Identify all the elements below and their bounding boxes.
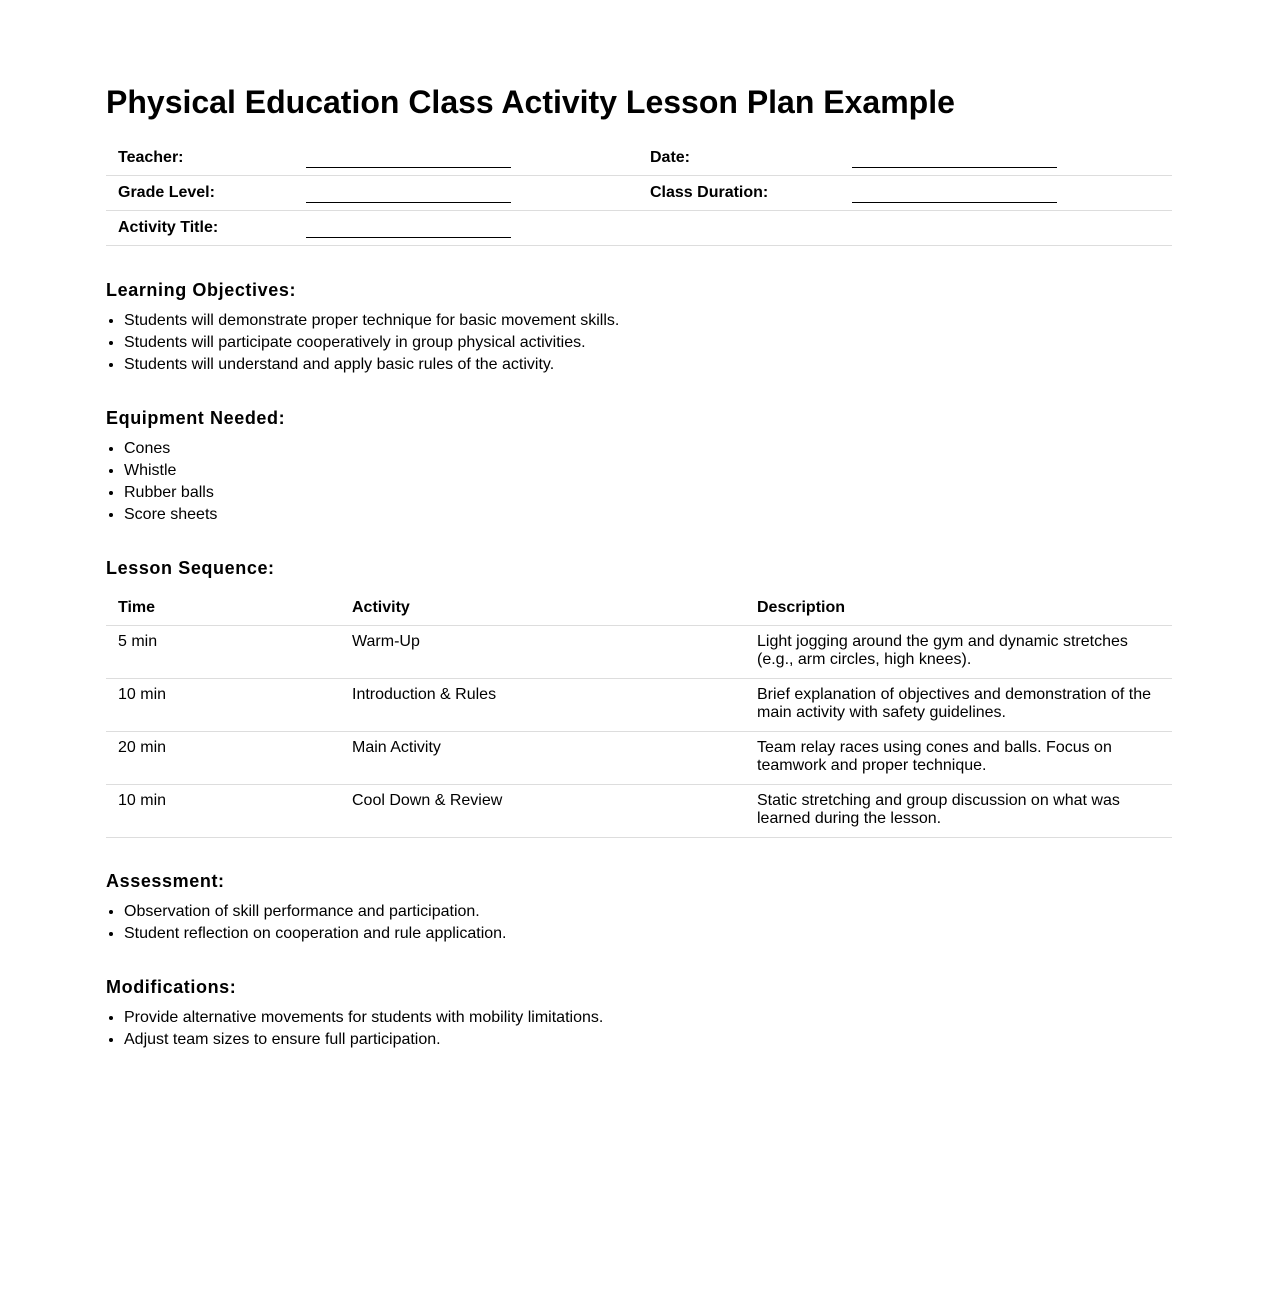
- info-row: [106, 141, 1172, 176]
- class-duration-label: Class Duration:: [638, 176, 847, 211]
- time-cell: 10 min: [106, 679, 340, 732]
- lesson-sequence-heading: Lesson Sequence:: [106, 558, 275, 578]
- activity-cell: Cool Down & Review: [340, 785, 745, 838]
- list-item: • Adjust team sizes to ensure full participation.: [124, 1029, 603, 1051]
- activity-cell: Main Activity: [340, 732, 745, 785]
- modifications-list: [106, 1007, 603, 1051]
- lesson-sequence-table: [106, 590, 1172, 838]
- table-row: [106, 679, 1172, 732]
- teacher-field[interactable]: [306, 152, 511, 168]
- assessment-list: [106, 901, 506, 945]
- assessment-heading: Assessment:: [106, 871, 225, 891]
- time-cell: 10 min: [106, 785, 340, 838]
- class-duration-field[interactable]: [852, 187, 1057, 203]
- info-row: [106, 211, 1172, 246]
- activity-cell: Warm-Up: [340, 626, 745, 679]
- list-item: • Students will understand and apply basic rules of the activity.: [124, 354, 619, 376]
- grade-level-label: Grade Level:: [106, 176, 301, 211]
- date-field[interactable]: [852, 152, 1057, 168]
- list-item: • Cones: [124, 438, 217, 460]
- equipment-heading: Equipment Needed:: [106, 408, 286, 428]
- info-row: [106, 176, 1172, 211]
- column-header-description: Description: [745, 590, 1172, 626]
- date-label: Date:: [638, 141, 847, 176]
- modifications-heading: Modifications:: [106, 977, 237, 997]
- list-item: • Whistle: [124, 460, 217, 482]
- column-header-activity: Activity: [340, 590, 745, 626]
- table-row: [106, 785, 1172, 838]
- list-item: • Students will participate cooperatively in group physical activities.: [124, 332, 619, 354]
- activity-cell: Introduction & Rules: [340, 679, 745, 732]
- activity-title-field[interactable]: [306, 222, 511, 238]
- page-title: Physical Education Class Activity Lesson Plan Example: [106, 84, 955, 120]
- description-cell: Team relay races using cones and balls. Focus on teamwork and proper technique.: [745, 732, 1172, 785]
- time-cell: 5 min: [106, 626, 340, 679]
- teacher-label: Teacher:: [106, 141, 301, 176]
- description-cell: Static stretching and group discussion on what was learned during the lesson.: [745, 785, 1172, 838]
- table-row: [106, 732, 1172, 785]
- list-item: • Provide alternative movements for students with mobility limitations.: [124, 1007, 603, 1029]
- list-item: • Student reflection on cooperation and rule application.: [124, 923, 506, 945]
- learning-objectives-list: [106, 310, 619, 376]
- list-item: • Rubber balls: [124, 482, 217, 504]
- equipment-list: [106, 438, 217, 526]
- description-cell: Light jogging around the gym and dynamic stretches (e.g., arm circles, high knees).: [745, 626, 1172, 679]
- grade-level-field[interactable]: [306, 187, 511, 203]
- list-item: • Score sheets: [124, 504, 217, 526]
- column-header-time: Time: [106, 590, 340, 626]
- list-item: • Students will demonstrate proper technique for basic movement skills.: [124, 310, 619, 332]
- list-item: • Observation of skill performance and participation.: [124, 901, 506, 923]
- activity-title-label: Activity Title:: [106, 211, 301, 246]
- table-header-row: [106, 590, 1172, 626]
- info-table: [106, 141, 1172, 246]
- learning-objectives-heading: Learning Objectives:: [106, 280, 297, 300]
- table-row: [106, 626, 1172, 679]
- time-cell: 20 min: [106, 732, 340, 785]
- description-cell: Brief explanation of objectives and demonstration of the main activity with safety guidelines.: [745, 679, 1172, 732]
